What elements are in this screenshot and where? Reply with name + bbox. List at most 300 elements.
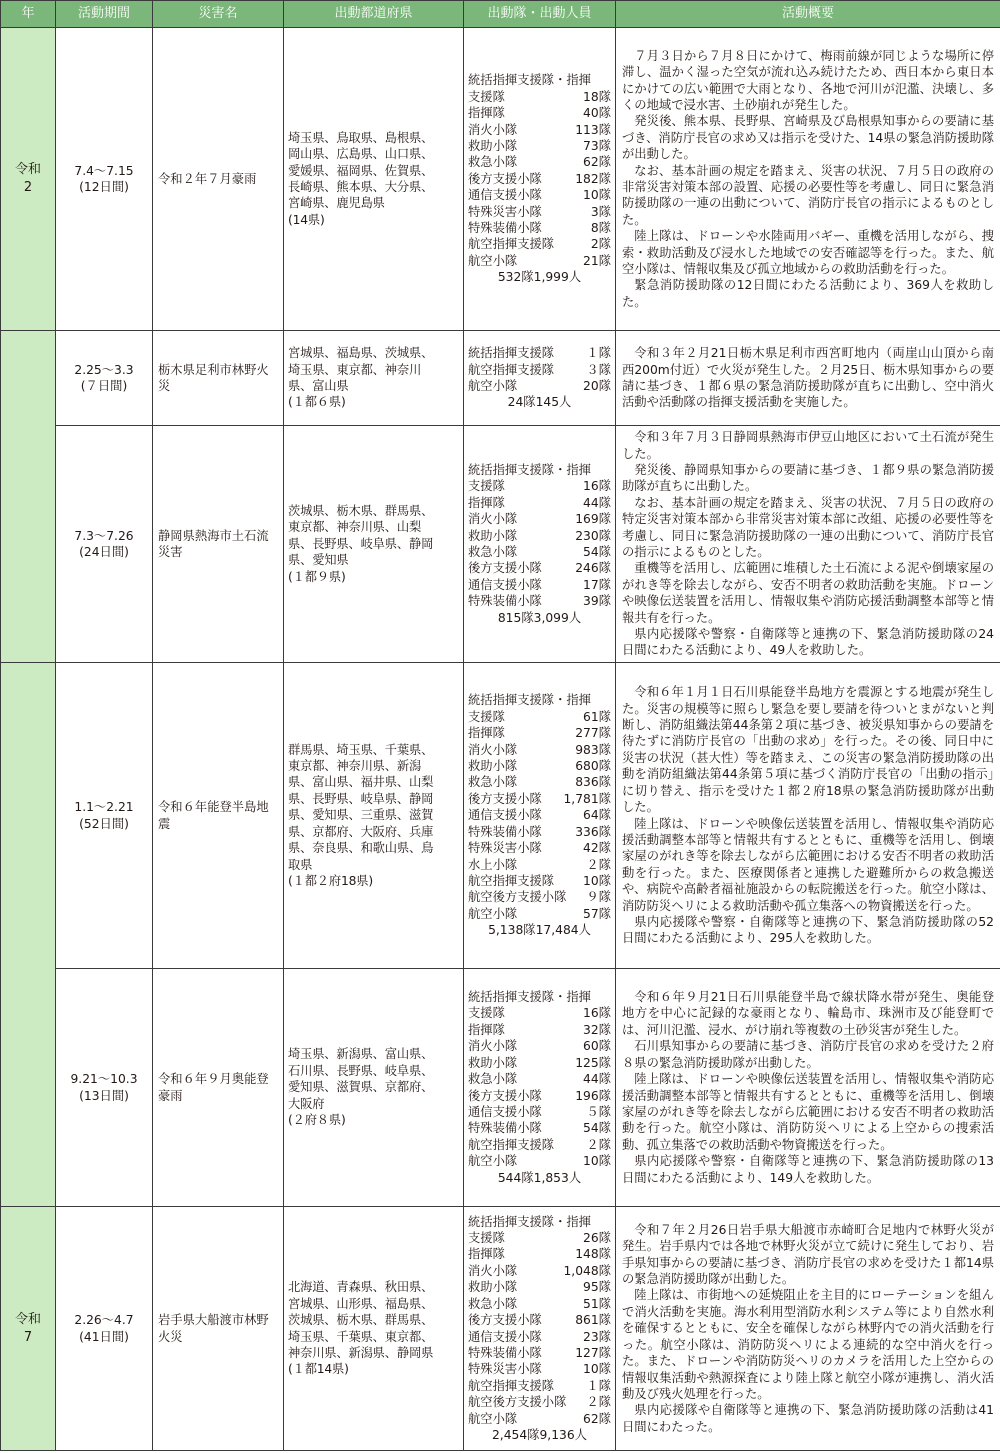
unit-count: 39隊: [583, 594, 611, 609]
unit-count: 16隊: [583, 479, 611, 494]
unit-name: 特殊装備小隊: [468, 1121, 542, 1136]
unit-row: [468, 824, 611, 840]
unit-name: 救助小隊: [468, 1280, 518, 1295]
period-days: (24日間): [79, 545, 129, 559]
unit-name: 後方支援小隊: [468, 1088, 542, 1103]
unit-row: [468, 478, 611, 494]
unit-count: 62隊: [583, 155, 611, 170]
units-cell: [464, 28, 616, 331]
unit-row: [468, 791, 611, 807]
header-prefectures: 出動都道府県: [284, 1, 464, 28]
unit-count: 10隊: [583, 188, 611, 203]
year-cell: [1, 28, 56, 331]
unit-count: 23隊: [583, 1329, 611, 1344]
prefecture-line: 埼玉県、千葉県、東京都、: [288, 1329, 434, 1344]
unit-name: 特殊装備小隊: [468, 824, 542, 839]
unit-row: [468, 378, 611, 394]
unit-count: 125隊: [575, 1055, 611, 1070]
unit-row: [468, 1153, 611, 1169]
unit-count: 60隊: [583, 1039, 611, 1054]
unit-name: 航空指揮支援隊: [468, 237, 555, 252]
disaster-name-cell: [153, 1207, 284, 1451]
prefecture-line: 長崎県、熊本県、大分県、: [288, 180, 434, 194]
unit-name: 救急小隊: [468, 545, 518, 559]
unit-count: 20隊: [583, 379, 611, 393]
year-cell: [1, 1207, 56, 1451]
summary-paragraph: 令和６年１月１日石川県能登半島地方を震源とする地震が発生した。災害の規模等に照らし緊急を要し要請を待ついとまがないと判断し、消防組織法第44条第２項に基づき、被災県知事からの要請を待たずに消防庁長官の「出動の求め」を行った。その後、同日中に災害の状況（甚大性）等を踏まえ、この災害の緊急消防援助隊の出動を消防組織法第44条第５項に基づく消防庁長官の「出動の指示」に切り替え、指示を受けた１都２府18県の緊急消防援助隊が出動した。: [622, 685, 994, 815]
unit-count: 26隊: [583, 1231, 611, 1246]
unit-row: [468, 807, 611, 823]
unit-count: 95隊: [583, 1280, 611, 1295]
unit-name: 消火小隊: [468, 512, 518, 527]
unit-row: [468, 544, 611, 560]
unit-row: [468, 1312, 611, 1328]
summary-cell: [616, 1207, 1000, 1451]
prefecture-line: 県、富山県、福井県、山梨: [288, 775, 434, 790]
unit-row: [468, 187, 611, 203]
disaster-name-cell: [153, 663, 284, 969]
prefecture-line: (１都14県): [288, 1362, 349, 1377]
summary-paragraph: 陸上隊は、市街地への延焼阻止を主目的にローテーションを組んで消火活動を実施。海水利用型消防水利システム等により自然水利を確保するとともに、安全を確保しながら林野内での消火活動を行った。航空小隊は、消防防災ヘリによる連続的な空中消火を行った。また、ドローンや消防防災ヘリのカメラを活用した上空からの情報収集活動や熱源探査により陸上隊と航空小隊が連携し、消火活動及び残火処理を行った。: [622, 1288, 994, 1401]
summary-cell: [616, 663, 1000, 969]
unit-count: ２隊: [586, 857, 611, 872]
unit-name: 指揮隊: [468, 1247, 505, 1262]
unit-row: [468, 1361, 611, 1377]
unit-name: 特殊災害小隊: [468, 204, 542, 219]
unit-row: [468, 1394, 611, 1410]
unit-name: 特殊装備小隊: [468, 1345, 542, 1360]
unit-count: 54隊: [583, 545, 611, 559]
unit-row: [468, 89, 611, 105]
unit-row: [468, 345, 611, 361]
unit-count: 10隊: [583, 1154, 611, 1169]
unit-name: 通信支援小隊: [468, 577, 542, 592]
unit-row: [468, 1230, 611, 1246]
unit-count: 1,781隊: [563, 791, 611, 806]
unit-count: １隊: [586, 346, 611, 361]
prefecture-line: 群馬県、埼玉県、千葉県、: [288, 742, 434, 757]
period-cell: [56, 426, 153, 663]
unit-name: 救助小隊: [468, 759, 518, 774]
unit-name: 後方支援小隊: [468, 791, 542, 806]
unit-row: [468, 154, 611, 170]
unit-name: 統括指揮支援隊: [468, 346, 555, 361]
unit-count: 17隊: [583, 577, 611, 592]
unit-row: [468, 1345, 611, 1361]
unit-name: 特殊災害小隊: [468, 1362, 542, 1377]
summary-cell: [616, 331, 1000, 426]
prefecture-line: (１都９県): [288, 569, 346, 584]
unit-name: 水上小隊: [468, 857, 518, 872]
disaster-name-cell: [153, 426, 284, 663]
prefecture-line: 県、長野県、岐阜県、静岡: [288, 536, 434, 551]
unit-row: [468, 236, 611, 252]
unit-count: 196隊: [575, 1088, 611, 1103]
unit-row: [468, 560, 611, 576]
unit-count: ２隊: [586, 1137, 611, 1152]
period-range: 9.21〜10.3: [70, 1072, 138, 1087]
period-days: (12日間): [79, 180, 129, 194]
table-row: [1, 969, 1000, 1207]
unit-count: ９隊: [586, 890, 611, 905]
unit-count: 1,048隊: [563, 1263, 611, 1278]
unit-count: 64隊: [583, 808, 611, 823]
period-cell: [56, 969, 153, 1207]
disaster-name: 令和２年７月豪雨: [158, 171, 257, 186]
unit-name: 航空後方支援小隊: [468, 890, 567, 905]
year-cell: [1, 663, 56, 1207]
unit-count: 230隊: [575, 528, 611, 543]
prefecture-line: 宮城県、福島県、茨城県、: [288, 346, 434, 361]
unit-name: 航空小隊: [468, 379, 518, 393]
unit-name: 支援隊: [468, 709, 505, 724]
unit-row: [468, 138, 611, 154]
unit-name: 航空小隊: [468, 253, 518, 268]
period-days: (41日間): [79, 1329, 129, 1344]
unit-name: 指揮隊: [468, 726, 505, 741]
unit-row: [468, 742, 611, 758]
unit-name: 救急小隊: [468, 775, 518, 790]
prefecture-line: 宮城県、山形県、福島県、: [288, 1296, 434, 1311]
summary-cell: [616, 28, 1000, 331]
table-row: [1, 1207, 1000, 1451]
year-cell: [1, 331, 56, 663]
unit-name: 航空指揮支援隊: [468, 1378, 555, 1393]
summary-paragraph: なお、基本計画の規定を踏まえ、災害の状況、７月５日の政府の特定災害対策本部から非常災害対策本部に改組、応援の必要性等を考慮し、同日に緊急消防援助隊の一連の出動について、消防庁長官の指示によるものとした。: [622, 495, 994, 559]
unit-row: [468, 1005, 611, 1021]
disaster-name: 岩手県大船渡市林野火災: [158, 1313, 269, 1344]
prefectures-cell: [284, 426, 464, 663]
unit-name: 航空小隊: [468, 1411, 518, 1426]
period-range: 7.4〜7.15: [74, 163, 134, 178]
unit-name: 通信支援小隊: [468, 1329, 542, 1344]
unit-count: 336隊: [575, 824, 611, 839]
unit-count: 18隊: [583, 89, 611, 104]
unit-name: 指揮隊: [468, 1022, 505, 1037]
unit-row: [468, 906, 611, 922]
unit-name: 後方支援小隊: [468, 561, 542, 576]
units-total: 532隊1,999人: [497, 270, 582, 285]
unit-row: [468, 1279, 611, 1295]
unit-count: 2隊: [590, 237, 611, 252]
unit-row: [468, 1088, 611, 1104]
prefecture-line: 県、京都府、大阪府、兵庫: [288, 824, 434, 839]
prefecture-line: 県、奈良県、和歌山県、鳥: [288, 841, 434, 856]
unit-row: [468, 528, 611, 544]
unit-name: 救助小隊: [468, 138, 518, 153]
prefecture-line: 埼玉県、鳥取県、島根県、: [288, 130, 434, 145]
unit-name: 支援隊: [468, 89, 505, 104]
unit-count: 8隊: [590, 221, 611, 236]
header-row: [1, 1, 1000, 28]
unit-name: 支援隊: [468, 1231, 505, 1246]
unit-name: 特殊装備小隊: [468, 594, 542, 609]
prefecture-line: 県、愛知県、三重県、滋賀: [288, 808, 434, 823]
unit-name: 航空指揮支援隊: [468, 873, 555, 888]
unit-name: 救急小隊: [468, 1296, 518, 1311]
unit-name: 救助小隊: [468, 528, 518, 543]
unit-name: 救助小隊: [468, 1055, 518, 1070]
unit-count: 61隊: [583, 709, 611, 724]
prefecture-line: 取県: [288, 857, 313, 872]
unit-count: ３隊: [586, 362, 611, 377]
unit-row: [468, 1411, 611, 1427]
unit-name: 特殊災害小隊: [468, 841, 542, 856]
units-total: 2,454隊9,136人: [491, 1427, 587, 1442]
summary-paragraph: 陸上隊は、ドローンや水陸両用バギー、重機を活用しながら、捜索・救助活動及び浸水した地域での安否確認等を行った。また、航空小隊は、情報収集及び孤立地域からの救助活動を行った。: [622, 229, 994, 277]
unit-count: 182隊: [575, 171, 611, 186]
period-cell: [56, 331, 153, 426]
unit-name: 消火小隊: [468, 742, 518, 757]
unit-count: 62隊: [583, 1411, 611, 1426]
unit-row: [468, 1022, 611, 1038]
unit-count: 983隊: [575, 742, 611, 757]
disaster-name: 栃木県足利市林野火災: [158, 362, 269, 393]
prefectures-cell: [284, 28, 464, 331]
unit-name: 支援隊: [468, 1006, 505, 1021]
prefecture-line: 大阪府: [288, 1096, 325, 1111]
unit-count: 148隊: [575, 1247, 611, 1262]
units-cell: [464, 426, 616, 663]
unit-row: [468, 1246, 611, 1262]
unit-count: 836隊: [575, 775, 611, 790]
unit-name: 支援隊: [468, 479, 505, 494]
unit-row: [468, 220, 611, 236]
unit-row: [468, 122, 611, 138]
prefectures-cell: [284, 663, 464, 969]
unit-row: [468, 1329, 611, 1345]
table-row: [1, 663, 1000, 969]
unit-row: [468, 171, 611, 187]
summary-paragraph: 県内応援隊や警察・自衛隊等と連携の下、緊急消防援助隊の52日間にわたる活動により、295人を救助した。: [622, 914, 994, 946]
unit-row: [468, 511, 611, 527]
unit-count: 680隊: [575, 759, 611, 774]
summary-paragraph: 県内応援隊や自衛隊等と連携の下、緊急消防援助隊の活動は41日間にわたった。: [622, 1403, 994, 1434]
unit-count: 44隊: [583, 1072, 611, 1087]
unit-name: 通信支援小隊: [468, 1104, 542, 1119]
prefecture-line: 北海道、青森県、秋田県、: [288, 1280, 434, 1295]
prefecture-line: (１都２府18県): [288, 873, 373, 888]
disaster-name: 令和６年９月奥能登豪雨: [158, 1072, 269, 1103]
unit-count: 42隊: [583, 841, 611, 856]
summary-paragraph: ７月３日から７月８日にかけて、梅雨前線が同じような場所に停滞し、温かく湿った空気が流れ込み続けたため、西日本から東日本にかけての広い範囲で大雨となり、各地で河川が氾濫、決壊し、多くの地域で浸水害、土砂崩れが発生した。: [622, 48, 994, 112]
units-cell: [464, 1207, 616, 1451]
prefecture-line: (２府８県): [288, 1113, 346, 1128]
unit-name: 航空後方支援小隊: [468, 1395, 567, 1410]
prefecture-line: 埼玉県、新潟県、富山県、: [288, 1047, 434, 1062]
units-label: 統括指揮支援隊・指揮: [468, 990, 591, 1005]
prefectures-cell: [284, 1207, 464, 1451]
units-total: 24隊145人: [507, 395, 572, 410]
unit-count: 51隊: [583, 1296, 611, 1311]
year-label: 令和: [14, 1311, 41, 1327]
period-cell: [56, 663, 153, 969]
year-label: 2: [23, 180, 33, 195]
disaster-name-cell: [153, 331, 284, 426]
table-row: [1, 426, 1000, 663]
summary-paragraph: 令和３年２月21日栃木県足利市西宮町地内（両崖山山頂から南西200m付近）で火災が発生した。２月25日、栃木県知事からの要請に基づき、１都６県の緊急消防援助隊が直ちに出動し、空中消火活動や活動隊の指揮支援活動を実施した。: [622, 346, 994, 410]
summary-paragraph: 石川県知事からの要請に基づき、消防庁長官の求めを受けた２府８県の緊急消防援助隊が出動した。: [622, 1039, 994, 1070]
period-days: (７日間): [80, 379, 128, 393]
units-label: 統括指揮支援隊・指揮: [468, 693, 591, 708]
summary-paragraph: 発災後、静岡県知事からの要請に基づき、１都９県の緊急消防援助隊が直ちに出動した。: [622, 462, 994, 494]
units-cell: [464, 969, 616, 1207]
unit-count: 73隊: [583, 138, 611, 153]
unit-row: [468, 1120, 611, 1136]
unit-name: 航空指揮支援隊: [468, 362, 555, 377]
unit-name: 通信支援小隊: [468, 808, 542, 823]
unit-row: [468, 1296, 611, 1312]
header-disaster: 災害名: [153, 1, 284, 28]
unit-name: 消火小隊: [468, 1263, 518, 1278]
unit-row: [468, 577, 611, 593]
prefecture-line: 東京都、神奈川県、山梨: [288, 520, 422, 535]
units-cell: [464, 663, 616, 969]
unit-count: 57隊: [583, 906, 611, 921]
summary-paragraph: 令和３年７月３日静岡県熱海市伊豆山地区において土石流が発生した。: [622, 430, 994, 461]
prefecture-line: 宮崎県、鹿児島県: [288, 196, 385, 211]
prefecture-line: 石川県、長野県、岐阜県、: [288, 1063, 434, 1078]
year-label: 令和: [14, 162, 41, 177]
prefecture-line: 県、長野県、岐阜県、静岡: [288, 791, 434, 806]
summary-cell: [616, 426, 1000, 663]
unit-row: [468, 362, 611, 378]
unit-count: ２隊: [586, 1395, 611, 1410]
header-units: 出動隊・出動人員: [464, 1, 616, 28]
unit-row: [468, 1263, 611, 1279]
period-days: (52日間): [79, 816, 129, 831]
prefecture-line: (14県): [288, 212, 325, 227]
header-period: 活動期間: [56, 1, 153, 28]
prefecture-line: 岡山県、広島県、山口県、: [288, 147, 434, 162]
unit-name: 後方支援小隊: [468, 1313, 542, 1328]
disaster-name: 令和６年能登半島地震: [158, 800, 269, 831]
summary-paragraph: 陸上隊は、ドローンや映像伝送装置を活用し、情報収集や消防応援活動調整本部等と情報共有するとともに、重機等を活用し、倒壊家屋のがれき等を除去しながら広範囲における安否不明者の救助活動を行った。また、医療関係者と連携した避難所からの救急搬送や、病院や高齢者福祉施設からの転院搬送を行った。航空小隊は、消防防災ヘリによる救助活動や孤立集落への物資搬送を行った。: [622, 816, 994, 913]
period-days: (13日間): [79, 1088, 129, 1103]
summary-paragraph: 令和７年２月26日岩手県大船渡市赤崎町合足地内で林野火災が発生。岩手県内では各地で林野火災が立て続けに発生しており、岩手県知事からの要請に基づき、消防庁長官の求めを受けた１都14県の緊急消防援助隊が出動した。: [622, 1222, 994, 1287]
unit-count: 40隊: [583, 106, 611, 121]
header-summary: 活動概要: [616, 1, 1000, 28]
unit-count: 246隊: [575, 561, 611, 576]
period-cell: [56, 28, 153, 331]
unit-row: [468, 873, 611, 889]
unit-count: ５隊: [586, 1104, 611, 1119]
unit-name: 指揮隊: [468, 495, 505, 510]
summary-paragraph: 重機等を活用し、広範囲に堆積した土石流による泥や倒壊家屋のがれき等を除去しながら、安否不明者の救助活動を実施。ドローンや映像伝送装置を活用し、情報収集や消防応援活動調整本部等と情報共有を行った。: [622, 561, 994, 625]
unit-count: 127隊: [575, 1345, 611, 1360]
disaster-name: 静岡県熱海市土石流災害: [158, 528, 269, 559]
unit-count: 54隊: [583, 1121, 611, 1136]
year-label: 7: [23, 1329, 33, 1345]
summary-paragraph: 陸上隊は、ドローンや映像伝送装置を活用し、情報収集や消防応援活動調整本部等と情報共有するとともに、重機等を活用し、倒壊家屋のがれき等を除去しながら広範囲における安否不明者の救助活動を行った。航空小隊は、消防防災ヘリによる上空からの捜索活動、孤立集落での救助活動や物資搬送を行った。: [622, 1072, 994, 1152]
prefecture-line: 県、富山県: [288, 379, 349, 393]
unit-count: 861隊: [575, 1313, 611, 1328]
unit-row: [468, 495, 611, 511]
summary-paragraph: 発災後、熊本県、長野県、宮崎県及び島根県知事からの要請に基づき、消防庁長官の求め又は指示を受けた、14県の緊急消防援助隊が出動した。: [622, 114, 994, 162]
unit-row: [468, 709, 611, 725]
summary-paragraph: なお、基本計画の規定を踏まえ、災害の状況、７月５日の政府の非常災害対策本部の設置、応援の必要性等を考慮し、同日に緊急消防援助隊の一連の出動について、消防庁長官の指示によるものとした。: [622, 163, 994, 227]
units-total: 544隊1,853人: [497, 1170, 582, 1185]
unit-row: [468, 593, 611, 609]
unit-name: 消火小隊: [468, 122, 518, 137]
unit-count: 113隊: [575, 122, 611, 137]
unit-count: 44隊: [583, 495, 611, 510]
unit-name: 航空小隊: [468, 906, 518, 921]
unit-count: 169隊: [575, 512, 611, 527]
prefecture-line: 埼玉県、東京都、神奈川: [288, 362, 422, 377]
unit-row: [468, 1071, 611, 1087]
prefectures-cell: [284, 331, 464, 426]
prefecture-line: 茨城県、栃木県、群馬県、: [288, 1313, 434, 1328]
disaster-name-cell: [153, 969, 284, 1207]
summary-paragraph: 緊急消防援助隊の12日間にわたる活動により、369人を救助した。: [622, 278, 994, 309]
summary-paragraph: 県内応援隊や警察・自衛隊等と連携の下、緊急消防援助隊の13日間にわたる活動により、149人を救助した。: [622, 1154, 994, 1185]
prefecture-line: (１都６県): [288, 395, 346, 410]
unit-name: 航空小隊: [468, 1154, 518, 1169]
prefecture-line: 愛知県、滋賀県、京都府、: [288, 1080, 434, 1095]
units-label: 統括指揮支援隊・指揮: [468, 73, 591, 88]
prefecture-line: 東京都、神奈川県、新潟: [288, 759, 422, 774]
unit-count: 16隊: [583, 1006, 611, 1021]
period-range: 2.26〜4.7: [74, 1313, 134, 1328]
prefectures-cell: [284, 969, 464, 1207]
summary-paragraph: 令和６年９月21日石川県能登半島で線状降水帯が発生、奥能登地方を中心に記録的な豪雨となり、輪島市、珠洲市及び能登町では、河川氾濫、浸水、がけ崩れ等複数の土砂災害が発生した。: [622, 990, 994, 1037]
period-range: 7.3〜7.26: [74, 528, 134, 543]
unit-name: 特殊装備小隊: [468, 221, 542, 236]
unit-row: [468, 1104, 611, 1120]
unit-count: 10隊: [583, 1362, 611, 1377]
unit-row: [468, 1378, 611, 1394]
unit-name: 救急小隊: [468, 1072, 518, 1087]
unit-row: [468, 857, 611, 873]
unit-count: 3隊: [590, 204, 611, 219]
units-cell: [464, 331, 616, 426]
prefecture-line: 神奈川県、新潟県、静岡県: [288, 1345, 434, 1360]
period-range: 1.1〜2.21: [74, 800, 134, 815]
table-row: [1, 331, 1000, 426]
unit-row: [468, 758, 611, 774]
unit-row: [468, 840, 611, 856]
units-label: 統括指揮支援隊・指揮: [468, 1214, 591, 1229]
units-total: 815隊3,099人: [497, 610, 582, 625]
unit-name: 航空指揮支援隊: [468, 1137, 555, 1152]
unit-row: [468, 1055, 611, 1071]
unit-row: [468, 105, 611, 121]
unit-count: 10隊: [583, 873, 611, 888]
unit-count: １隊: [586, 1378, 611, 1393]
unit-row: [468, 1038, 611, 1054]
unit-name: 救急小隊: [468, 155, 518, 170]
unit-name: 指揮隊: [468, 106, 505, 121]
table-row: [1, 28, 1000, 331]
units-total: 5,138隊17,484人: [488, 923, 591, 938]
unit-name: 消火小隊: [468, 1039, 518, 1054]
unit-row: [468, 889, 611, 905]
prefecture-line: 県、愛知県: [288, 553, 349, 568]
summary-cell: [616, 969, 1000, 1207]
unit-count: 277隊: [575, 726, 611, 741]
disaster-name-cell: [153, 28, 284, 331]
unit-count: 21隊: [583, 253, 611, 268]
unit-count: 32隊: [583, 1022, 611, 1037]
unit-name: 通信支援小隊: [468, 188, 542, 203]
unit-row: [468, 253, 611, 269]
unit-name: 後方支援小隊: [468, 171, 542, 186]
period-cell: [56, 1207, 153, 1451]
unit-row: [468, 204, 611, 220]
prefecture-line: 愛媛県、福岡県、佐賀県、: [288, 163, 434, 178]
unit-row: [468, 725, 611, 741]
